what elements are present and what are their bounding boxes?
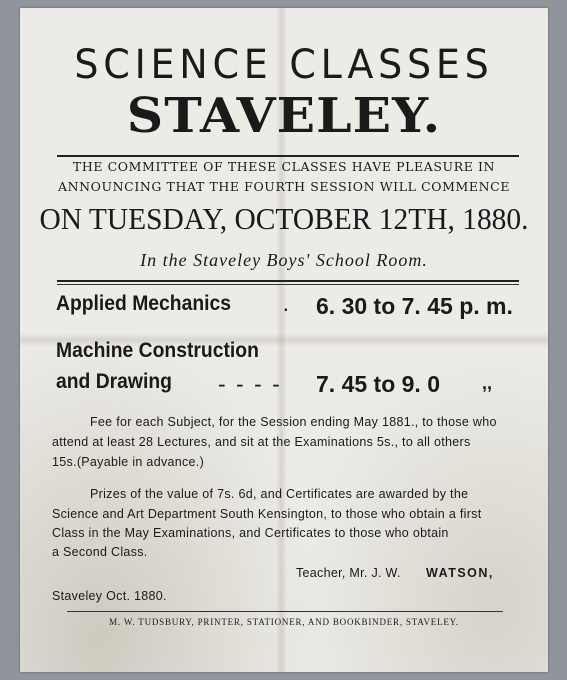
- rule-bottom: [67, 611, 503, 612]
- rule-middle-thin: [57, 284, 519, 285]
- subject-1-time: 6. 30 to 7. 45 p. m.: [316, 293, 513, 319]
- printer-imprint: M. W. TUDSBURY, PRINTER, STATIONER, AND BOOKBINDER, STAVELEY.: [109, 617, 459, 627]
- subject-2-time: 7. 45 to 9. 0: [316, 371, 441, 397]
- teacher-name: WATSON,: [426, 566, 494, 580]
- prize-line-3: Class in the May Examinations, and Certificates to those who obtain: [52, 526, 449, 540]
- title-staveley: STAVELEY.: [126, 88, 442, 144]
- intro-line-2: ANNOUNCING THAT THE FOURTH SESSION WILL COMMENCE: [57, 179, 511, 194]
- subject-applied-mechanics: Applied Mechanics: [56, 292, 232, 315]
- subject-1-dots: ·: [282, 295, 290, 321]
- fee-line-2: attend at least 28 Lectures, and sit at the Examinations 5s., to all others: [52, 435, 471, 449]
- subject-machine-construction: Machine Construction: [56, 339, 259, 362]
- session-date: ON TUESDAY, OCTOBER 12TH, 1880.: [39, 201, 529, 236]
- prize-line-2: Science and Art Department South Kensington, to those who obtain a first: [52, 507, 482, 521]
- subject-2-ditto: ,,: [482, 373, 493, 393]
- venue-line: In the Staveley Boys' School Room.: [140, 250, 428, 270]
- subject-and-drawing: and Drawing: [56, 370, 172, 393]
- poster-sheet: [20, 8, 548, 672]
- prize-line-1: Prizes of the value of 7s. 6d, and Certificates are awarded by the: [90, 487, 469, 501]
- fee-line-3: 15s.(Payable in advance.): [52, 455, 205, 469]
- fee-line-1: Fee for each Subject, for the Session ending May 1881., to those who: [90, 415, 497, 429]
- teacher-prefix: Teacher, Mr. J. W.: [296, 566, 401, 580]
- subject-2-dots: - - - -: [218, 371, 282, 397]
- intro-line-1: THE COMMITTEE OF THESE CLASSES HAVE PLEASURE IN: [72, 159, 496, 174]
- rule-top: [57, 155, 519, 157]
- dateline: Staveley Oct. 1880.: [52, 589, 167, 603]
- rule-middle: [57, 280, 519, 282]
- title-science-classes: SCIENCE CLASSES: [74, 42, 494, 88]
- prize-line-4: a Second Class.: [52, 545, 148, 559]
